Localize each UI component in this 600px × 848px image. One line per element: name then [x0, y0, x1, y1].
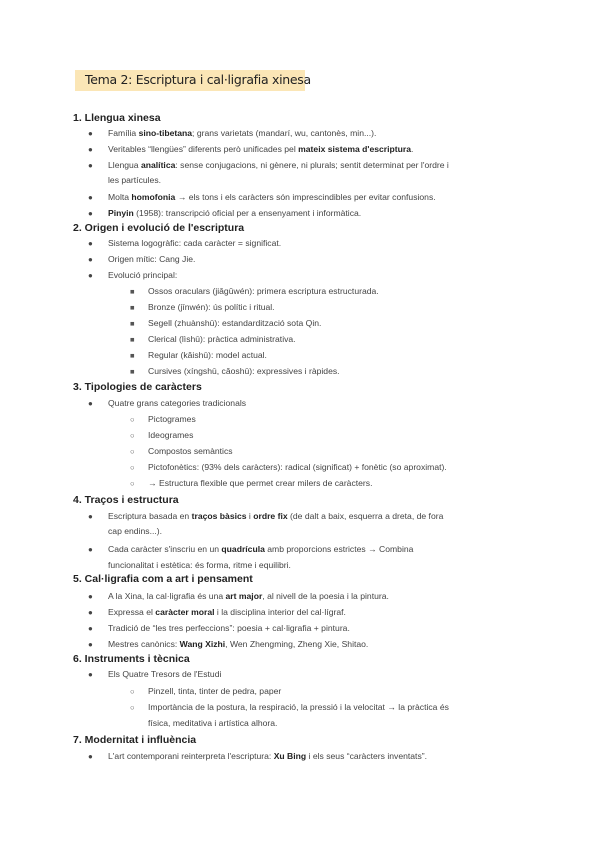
- item-text: A la Xina, la cal·ligrafia és una: [108, 591, 226, 601]
- item-text: → Estructura flexible que permet crear milers de caràcters.: [148, 478, 373, 488]
- item-text: Ideogrames: [148, 430, 194, 440]
- bold-term: Xu Bing: [273, 751, 307, 761]
- item-text: Ossos oraculars (jiǎgǔwén): primera escriptura estructurada.: [148, 286, 379, 296]
- item-text: Expressa el: [108, 607, 156, 617]
- bullet-disc: ●: [88, 752, 93, 761]
- bold-term: quadrícula: [221, 544, 265, 554]
- bold-term: analítica: [140, 160, 176, 170]
- item-text: Cursives (xíngshū, cǎoshū): expressives i ràpides.: [148, 366, 340, 376]
- list-item: [148, 718, 277, 728]
- bullet-disc: ●: [88, 512, 93, 521]
- list-item: [148, 478, 372, 488]
- list-item: [108, 591, 389, 601]
- list-item: [148, 462, 447, 472]
- item-text: i: [246, 511, 254, 521]
- bullet-disc: ●: [88, 545, 93, 554]
- item-text: , Wen Zhengming, Zheng Xie, Shitao.: [225, 639, 369, 649]
- item-text: Veritables “llengües” diferents però unificades pel: [108, 144, 299, 154]
- item-text: funcionalitat i estètica: és forma, ritme i equilibri.: [108, 560, 291, 570]
- item-text: Clerical (lìshū): pràctica administrativa.: [148, 334, 296, 344]
- bullet-disc: ●: [88, 209, 93, 218]
- list-item: [108, 192, 436, 202]
- list-item: [148, 686, 281, 696]
- item-text: Importància de la postura, la respiració, la pressió i la velocitat → la pràctica és: [148, 702, 449, 712]
- list-item: [148, 350, 267, 360]
- bullet-disc: ●: [88, 608, 93, 617]
- bullet-disc: ●: [88, 145, 93, 154]
- item-text: ; grans varietats (mandarí, wu, cantonès, min...).: [192, 128, 377, 138]
- list-item: [108, 254, 195, 264]
- section-heading: 4. Traços i estructura: [73, 494, 179, 506]
- bullet-disc: ●: [88, 255, 93, 264]
- list-item: [148, 302, 275, 312]
- bullet-disc: ●: [88, 624, 93, 633]
- bullet-square: ■: [130, 367, 135, 376]
- list-item: [108, 526, 162, 536]
- bullet-circle: ○: [130, 479, 135, 488]
- bullet-square: ■: [130, 319, 135, 328]
- item-text: (1958): transcripció oficial per a ensenyament i informàtica.: [133, 208, 362, 218]
- bold-term: sino-tibetana: [138, 128, 193, 138]
- list-item: [148, 430, 193, 440]
- item-text: Bronze (jīnwén): ús polític i ritual.: [148, 302, 275, 312]
- section-heading: 7. Modernitat i influència: [73, 734, 197, 746]
- item-text: L'art contemporani reinterpreta l'escriptura:: [108, 751, 274, 761]
- bold-term: caràcter moral: [155, 607, 215, 617]
- item-text: : sense conjugacions, ni gènere, ni plurals; sentit determinat per l'ordre i: [175, 160, 449, 170]
- bullet-disc: ●: [88, 161, 93, 170]
- item-text: física, meditativa i artística alhora.: [148, 718, 278, 728]
- list-item: [108, 270, 177, 280]
- item-text: i els seus “caràcters inventats”.: [306, 751, 427, 761]
- item-text: Família: [108, 128, 139, 138]
- section-heading: 5. Cal·ligrafia com a art i pensament: [73, 573, 253, 585]
- item-text: → els tons i els caràcters són imprescindibles per evitar confusions.: [175, 192, 436, 202]
- bullet-circle: ○: [130, 463, 135, 472]
- list-item: [148, 334, 296, 344]
- bullet-disc: ●: [88, 640, 93, 649]
- item-text: amb proporcions estrictes → Combina: [264, 544, 414, 554]
- item-text: Pictofonètics: (93% dels caràcters): radical (significat) + fonètic (so aproximat).: [148, 462, 447, 472]
- list-item: [108, 751, 427, 761]
- item-text: Pinzell, tinta, tinter de pedra, paper: [148, 686, 282, 696]
- list-item: [148, 366, 340, 376]
- bullet-square: ■: [130, 287, 135, 296]
- bullet-square: ■: [130, 351, 135, 360]
- list-item: [108, 128, 376, 138]
- item-text: Cada caràcter s'inscriu en un: [108, 544, 222, 554]
- item-text: Llengua: [108, 160, 141, 170]
- list-item: [148, 702, 449, 712]
- list-item: [108, 639, 368, 649]
- item-text: Origen mític: Cang Jie.: [108, 254, 196, 264]
- bold-term: Wang Xizhi: [179, 639, 226, 649]
- bullet-disc: ●: [88, 399, 93, 408]
- bullet-disc: ●: [88, 239, 93, 248]
- list-item: [108, 669, 221, 679]
- bullet-circle: ○: [130, 431, 135, 440]
- section-heading: 1. Llengua xinesa: [73, 112, 161, 124]
- list-item: [148, 286, 379, 296]
- item-text: Evolució principal:: [108, 270, 178, 280]
- item-text: Els Quatre Tresors de l'Estudi: [108, 669, 222, 679]
- page-title: Tema 2: Escriptura i cal·ligrafia xinesa: [85, 72, 311, 87]
- item-text: Quatre grans categories tradicionals: [108, 398, 247, 408]
- bullet-circle: ○: [130, 703, 135, 712]
- item-text: , al nivell de la poesia i la pintura.: [262, 591, 389, 601]
- bullet-disc: ●: [88, 129, 93, 138]
- item-text: les partícules.: [108, 175, 162, 185]
- list-item: [108, 560, 291, 570]
- section-heading: 2. Origen i evolució de l'escriptura: [73, 222, 245, 234]
- item-text: Tradició de “les tres perfeccions”: poesia + cal·ligrafia + pintura.: [108, 623, 350, 633]
- list-item: [148, 446, 233, 456]
- bold-term: traços bàsics: [191, 511, 247, 521]
- bullet-disc: ●: [88, 193, 93, 202]
- list-item: [108, 623, 350, 633]
- list-item: [108, 175, 161, 185]
- list-item: [108, 398, 246, 408]
- bold-term: Pinyin: [108, 208, 134, 218]
- bullet-disc: ●: [88, 592, 93, 601]
- item-text: Compostos semàntics: [148, 446, 233, 456]
- list-item: [108, 208, 361, 218]
- item-text: i la disciplina interior del cal·lígraf.: [214, 607, 346, 617]
- list-item: [148, 318, 321, 328]
- item-text: Segell (zhuànshū): estandardització sota Qin.: [148, 318, 322, 328]
- bullet-circle: ○: [130, 415, 135, 424]
- item-text: (de dalt a baix, esquerra a dreta, de fora: [287, 511, 444, 521]
- section-heading: 6. Instruments i tècnica: [73, 653, 190, 665]
- bold-term: mateix sistema d'escriptura: [298, 144, 412, 154]
- list-item: [108, 144, 413, 154]
- list-item: [108, 607, 346, 617]
- list-item: [148, 414, 196, 424]
- item-text: Pictogrames: [148, 414, 196, 424]
- list-item: [108, 160, 449, 170]
- bullet-circle: ○: [130, 687, 135, 696]
- item-text: .: [411, 144, 414, 154]
- item-text: cap endins...).: [108, 526, 162, 536]
- list-item: [108, 238, 281, 248]
- bullet-disc: ●: [88, 670, 93, 679]
- bold-term: ordre fix: [253, 511, 288, 521]
- list-item: [108, 511, 443, 521]
- bullet-disc: ●: [88, 271, 93, 280]
- bullet-circle: ○: [130, 447, 135, 456]
- item-text: Escriptura basada en: [108, 511, 192, 521]
- item-text: Mestres canònics:: [108, 639, 180, 649]
- list-item: [108, 544, 413, 554]
- bold-term: art major: [225, 591, 263, 601]
- bullet-square: ■: [130, 303, 135, 312]
- bold-term: homofonia: [131, 192, 176, 202]
- section-heading: 3. Tipologies de caràcters: [73, 381, 202, 393]
- bullet-square: ■: [130, 335, 135, 344]
- item-text: Regular (kǎishū): model actual.: [148, 350, 267, 360]
- item-text: Molta: [108, 192, 132, 202]
- item-text: Sistema logogràfic: cada caràcter = significat.: [108, 238, 282, 248]
